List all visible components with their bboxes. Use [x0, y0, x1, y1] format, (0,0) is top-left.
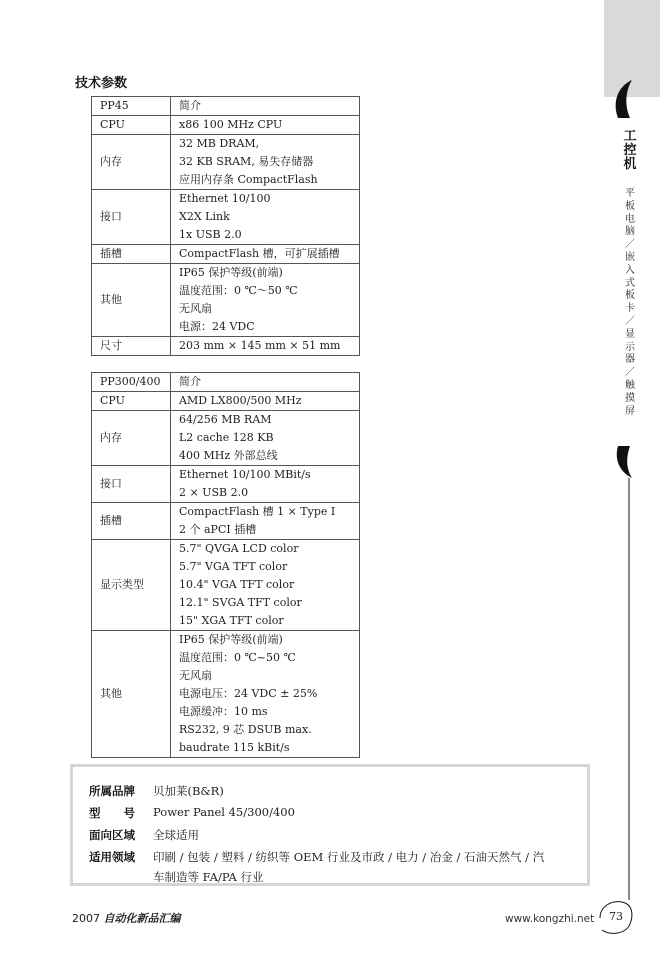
spec-key: 接口 — [92, 466, 171, 503]
spec-row — [92, 540, 360, 631]
spec-value-line: 10.4" VGA TFT color — [179, 578, 295, 591]
spec-value-line: baudrate 115 kBit/s — [179, 741, 290, 754]
spec-value-line: 15" XGA TFT color — [179, 614, 284, 627]
spec-row — [92, 135, 360, 190]
spec-key: 尺寸 — [92, 337, 171, 356]
field-value-line1: 印刷 / 包装 / 塑料 / 纺织等 OEM 行业及市政 / 电力 / 冶金 / 石油天然气 / 汽 — [153, 850, 545, 864]
spec-row — [92, 116, 360, 135]
spec-value-line: 电源电压：24 VDC ± 25% — [179, 687, 318, 700]
spec-value-line: 32 MB DRAM, — [179, 137, 260, 150]
spec-value-line: 12.1" SVGA TFT color — [179, 596, 302, 609]
footer-url: www.kongzhi.net — [505, 913, 595, 925]
spec-value-line: RS232, 9 芯 DSUB max. — [179, 723, 312, 736]
side-category-list: 平板电脑／嵌入式板卡／显示器／触摸屏 — [625, 188, 635, 417]
spec-row — [92, 245, 360, 264]
spec-key: 其他 — [92, 264, 171, 337]
spec-value-line: 简介 — [179, 99, 201, 112]
spec-value — [171, 540, 360, 631]
spec-row — [92, 373, 360, 392]
spec-row — [92, 503, 360, 540]
spec-value-line: 无风扇 — [179, 302, 212, 315]
spec-value — [171, 411, 360, 466]
spec-row — [92, 190, 360, 245]
product-info-box — [70, 764, 590, 886]
spec-value-line: Ethernet 10/100 MBit/s — [179, 468, 311, 481]
spec-table-pp300-400 — [91, 372, 360, 758]
spec-value-line: X2X Link — [179, 210, 230, 223]
spec-value — [171, 503, 360, 540]
spec-value-line: IP65 保护等级(前端) — [179, 266, 283, 279]
spec-row — [92, 337, 360, 356]
spec-value — [171, 264, 360, 337]
spec-value-line: 1x USB 2.0 — [179, 228, 242, 241]
spec-key: 插槽 — [92, 245, 171, 264]
spec-value — [171, 337, 360, 356]
spec-value-line: 无风扇 — [179, 669, 212, 682]
spec-value-line: AMD LX800/500 MHz — [179, 394, 302, 407]
spec-row — [92, 264, 360, 337]
footer-year: 2007 — [72, 912, 100, 925]
spec-table-pp45 — [91, 96, 360, 356]
model-value: Power Panel 45/300/400 — [153, 805, 295, 819]
region-value: 全球适用 — [153, 828, 199, 842]
spec-key: 接口 — [92, 190, 171, 245]
spec-key: CPU — [92, 392, 171, 411]
page-heading: 技术参数 — [75, 76, 128, 91]
model-label: 型 号 — [89, 806, 135, 820]
spec-key: 显示类型 — [92, 540, 171, 631]
spec-row — [92, 392, 360, 411]
field-label: 适用领域 — [89, 850, 135, 864]
spec-row — [92, 411, 360, 466]
spec-value — [171, 245, 360, 264]
spec-row — [92, 466, 360, 503]
spec-key: PP45 — [92, 97, 171, 116]
spec-value-line: L2 cache 128 KB — [179, 431, 274, 444]
spec-key: 内存 — [92, 135, 171, 190]
spec-value-line: 5.7" QVGA LCD color — [179, 542, 299, 555]
spec-value-line: IP65 保护等级(前端) — [179, 633, 283, 646]
spec-key: 其他 — [92, 631, 171, 758]
footer-pub-title: 自动化新品汇编 — [103, 912, 181, 925]
spec-row — [92, 97, 360, 116]
spec-value-line: 应用内存条 CompactFlash — [179, 173, 318, 186]
spec-value-line: x86 100 MHz CPU — [179, 118, 283, 131]
spec-value-line: CompactFlash 槽，可扩展插槽 — [179, 247, 340, 260]
spec-value — [171, 466, 360, 503]
brand-value: 贝加莱(B&R) — [153, 784, 224, 798]
spec-value-line: 5.7" VGA TFT color — [179, 560, 288, 573]
spec-value-line: 203 mm × 145 mm × 51 mm — [179, 339, 341, 352]
region-label: 面向区域 — [89, 828, 135, 842]
spec-row — [92, 631, 360, 758]
spec-value-line: 电源缓冲：10 ms — [179, 705, 268, 718]
spec-value-line: 简介 — [179, 375, 201, 388]
spec-value — [171, 116, 360, 135]
spec-value-line: 400 MHz 外部总线 — [179, 449, 278, 462]
brand-label: 所属品牌 — [89, 784, 135, 798]
page-number: 73 — [609, 910, 623, 923]
spec-value — [171, 392, 360, 411]
spec-value — [171, 190, 360, 245]
spec-value — [171, 373, 360, 392]
spec-key: 内存 — [92, 411, 171, 466]
spec-value-line: 温度范围：0 ℃～50 ℃ — [179, 284, 298, 297]
spec-value — [171, 135, 360, 190]
spec-value-line: 2 × USB 2.0 — [179, 486, 249, 499]
spec-key: PP300/400 — [92, 373, 171, 392]
spec-value-line: 32 KB SRAM, 易失存储器 — [179, 155, 314, 168]
spec-value-line: Ethernet 10/100 — [179, 192, 271, 205]
field-value-line2: 车制造等 FA/PA 行业 — [153, 870, 264, 884]
spec-value — [171, 97, 360, 116]
spec-value-line: 温度范围：0 ℃~50 ℃ — [179, 651, 296, 664]
spec-key: 插槽 — [92, 503, 171, 540]
spec-value — [171, 631, 360, 758]
footer-publication — [72, 910, 181, 926]
spec-value-line: 2 个 aPCI 插槽 — [179, 523, 257, 536]
spec-value-line: 电源：24 VDC — [179, 320, 255, 333]
side-section-tab: 工控机 — [623, 129, 637, 172]
spec-value-line: CompactFlash 槽 1 × Type I — [179, 505, 336, 518]
spec-key: CPU — [92, 116, 171, 135]
spec-value-line: 64/256 MB RAM — [179, 413, 272, 426]
